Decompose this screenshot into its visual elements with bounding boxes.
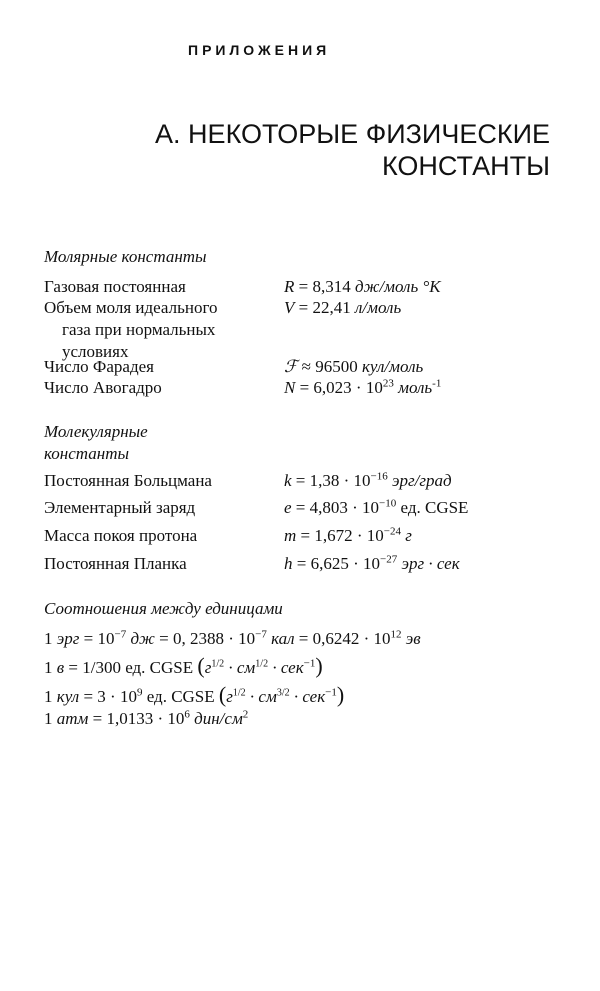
faraday-value: ℱ ≈ 96500 кул/моль bbox=[284, 357, 424, 376]
molar-volume-label: Объем моля идеального газа при нормальных условиях bbox=[44, 298, 218, 361]
boltzmann-label: Постоянная Больцмана bbox=[44, 471, 212, 490]
title-line-2: КОНСТАНТЫ bbox=[381, 151, 550, 181]
molar-volume-value: V = 22,41 л/моль bbox=[284, 298, 402, 317]
planck-label: Постоянная Планка bbox=[44, 554, 187, 573]
gas-constant-value: R = 8,314 дж/моль °К bbox=[284, 277, 441, 296]
elementary-charge-label: Элементарный заряд bbox=[44, 498, 196, 517]
proton-mass-value: $m = 1,672 \cdot 10^{-24}$ г bbox=[284, 525, 412, 545]
boltzmann-value: $k = 1,38 \cdot 10^{-16}$ эрг/град bbox=[284, 470, 452, 490]
faraday-label: Число Фарадея bbox=[44, 357, 154, 376]
section-heading-molecular: Молекулярные константы bbox=[44, 422, 148, 463]
title-line-1: А. НЕКОТОРЫЕ ФИЗИЧЕСКИЕ bbox=[155, 119, 550, 149]
relation-erg: 1 эрг = $10^{-7}$ дж = 0, $2388 \cdot 10^{-7}$ кал = $0,6242 \cdot 10^{12}$ эв bbox=[44, 628, 421, 648]
running-head: ПРИЛОЖЕНИЯ bbox=[188, 42, 331, 58]
relation-volt: 1 в = 1/300 ед. CGSE $(г^{1/2} \cdot см^{1/2} \cdot сек^{-1})$ bbox=[44, 653, 323, 678]
section-heading-relations: Соотношения между единицами bbox=[44, 599, 283, 618]
gas-constant-label: Газовая постоянная bbox=[44, 277, 186, 296]
relation-coulomb: 1 кул = $3 \cdot 10^9$ ед. CGSE $(г^{1/2} \cdot см^{3/2} \cdot сек^{-1})$ bbox=[44, 682, 345, 707]
proton-mass-label: Масса покоя протона bbox=[44, 526, 198, 545]
section-heading-molar: Молярные константы bbox=[44, 247, 207, 266]
planck-value: $h = 6,625 \cdot 10^{-27}$ эрг · сек bbox=[284, 553, 460, 573]
page-title bbox=[155, 118, 550, 182]
row-molar-volume bbox=[44, 297, 564, 363]
avogadro-label: Число Авогадро bbox=[44, 378, 162, 397]
avogadro-value: $N = 6,023 \cdot 10^{23}$ моль$^{-1}$ bbox=[284, 377, 442, 397]
relation-atm: 1 атм = $1,0133 \cdot 10^6$ дин/$см^2$ bbox=[44, 708, 249, 728]
elementary-charge-value: $e = 4,803 \cdot 10^{-10}$ ед. CGSE bbox=[284, 497, 469, 517]
